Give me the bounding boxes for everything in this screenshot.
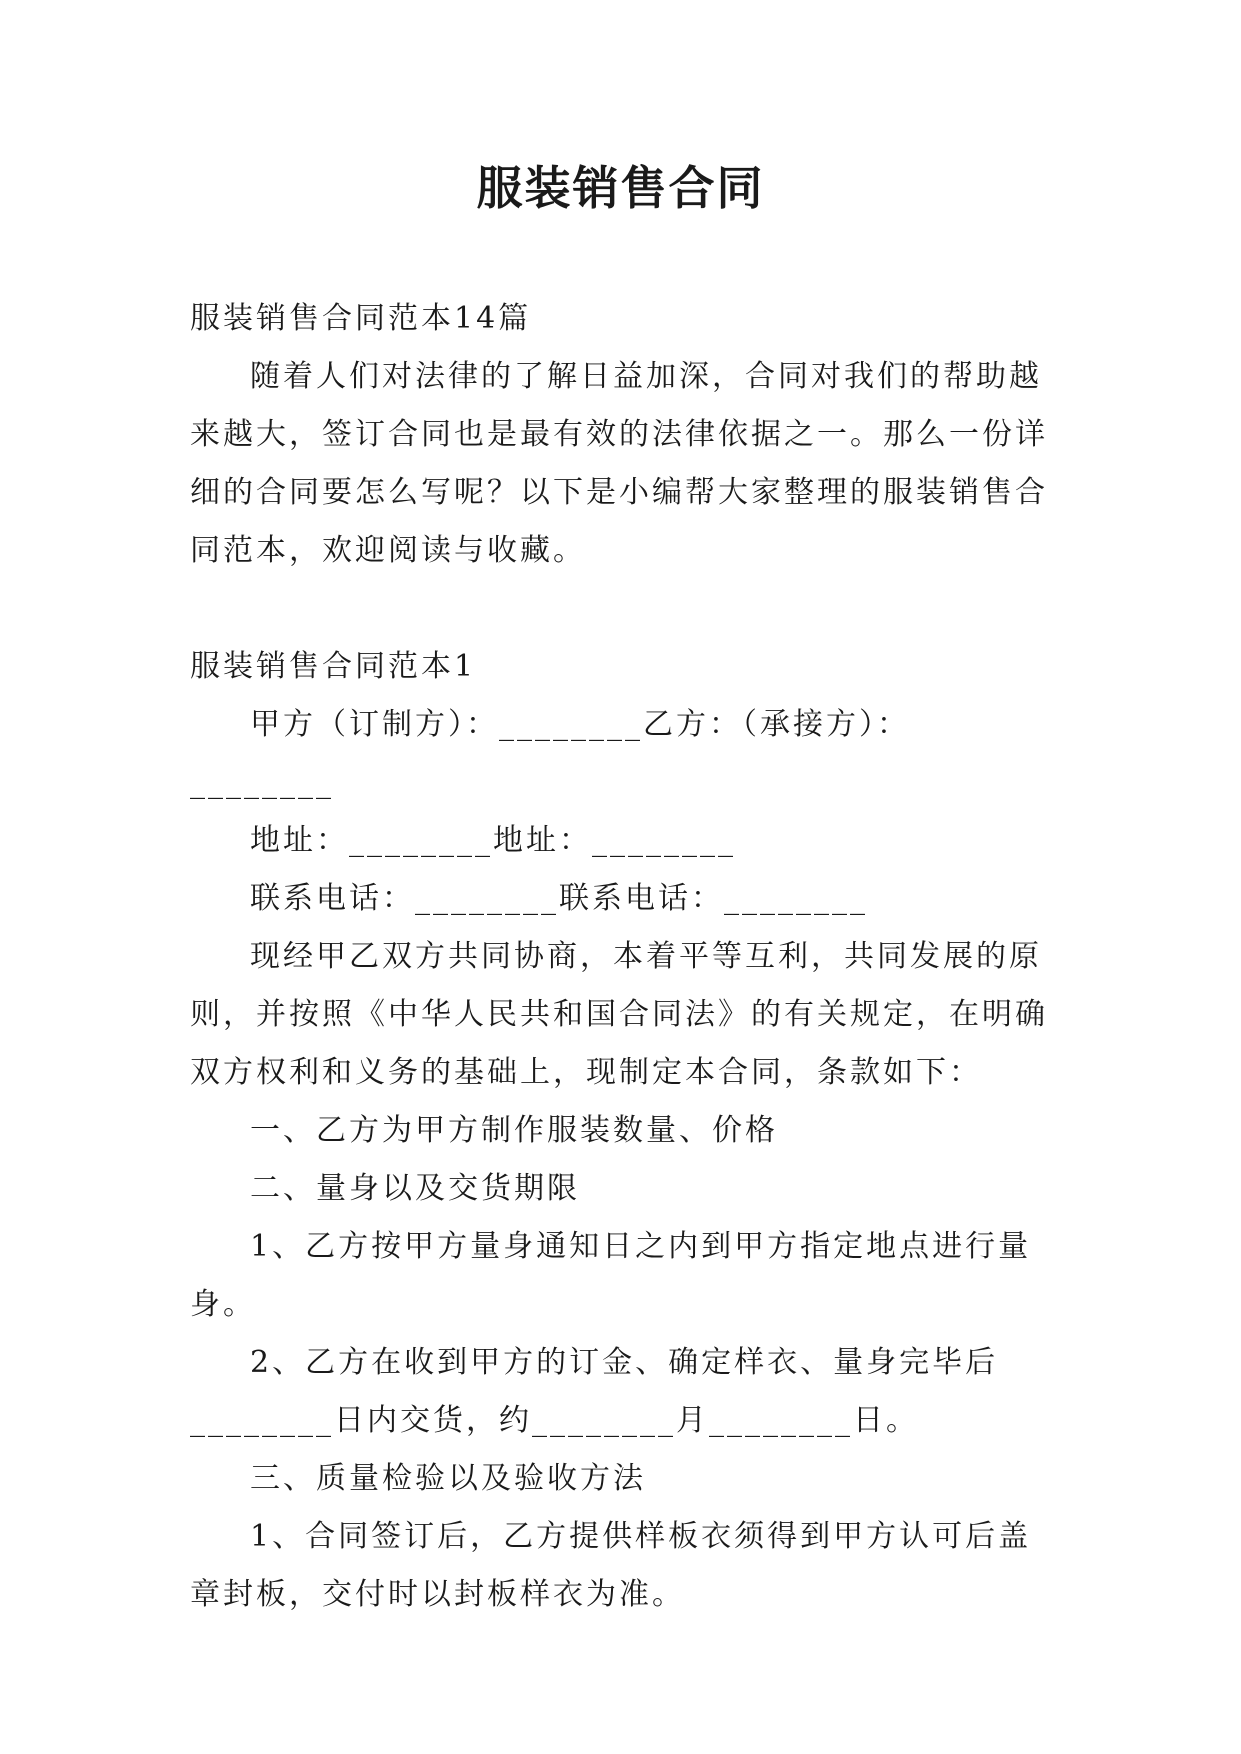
template-heading: 服装销售合同范本1 — [190, 649, 477, 684]
paragraph-spacer — [190, 580, 1050, 638]
preamble-paragraph: 现经甲乙双方共同协商，本着平等互利，共同发展的原则，并按照《中华人民共和国合同法》的有关规定，在明确双方权利和义务的基础上，现制定本合同，条款如下： — [190, 939, 1048, 1090]
clause-2-item-1: 1、乙方按甲方量身通知日之内到甲方指定地点进行量身。 — [190, 1229, 1032, 1322]
clause-3-item-1: 1、合同签订后，乙方提供样板衣须得到甲方认可后盖章封板，交付时以封板样衣为准。 — [190, 1519, 1032, 1612]
intro-paragraph: 随着人们对法律的了解日益加深，合同对我们的帮助越来越大，签订合同也是最有效的法律依据之一。那么一份详细的合同要怎么写呢？以下是小编帮大家整理的服装销售合同范本，欢迎阅读与收藏。 — [190, 359, 1048, 568]
clause-heading-3: 三、质量检验以及验收方法 — [250, 1461, 646, 1496]
phone-line: 联系电话：________联系电话：________ — [250, 881, 868, 916]
party-line: 甲方（订制方）：________乙方：（承接方）：________ — [190, 707, 910, 800]
clause-heading-2: 二、量身以及交货期限 — [250, 1171, 580, 1206]
document-title: 服装销售合同 — [476, 161, 765, 215]
clause-heading-1: 一、乙方为甲方制作服装数量、价格 — [250, 1113, 778, 1148]
address-line: 地址：________地址：________ — [250, 823, 736, 858]
clause-2-item-2: 2、乙方在收到甲方的订金、确定样衣、量身完毕后________日内交货，约________月________日。 — [190, 1345, 999, 1438]
document-body — [190, 290, 1050, 1624]
collection-heading: 服装销售合同范本14篇 — [190, 301, 532, 336]
